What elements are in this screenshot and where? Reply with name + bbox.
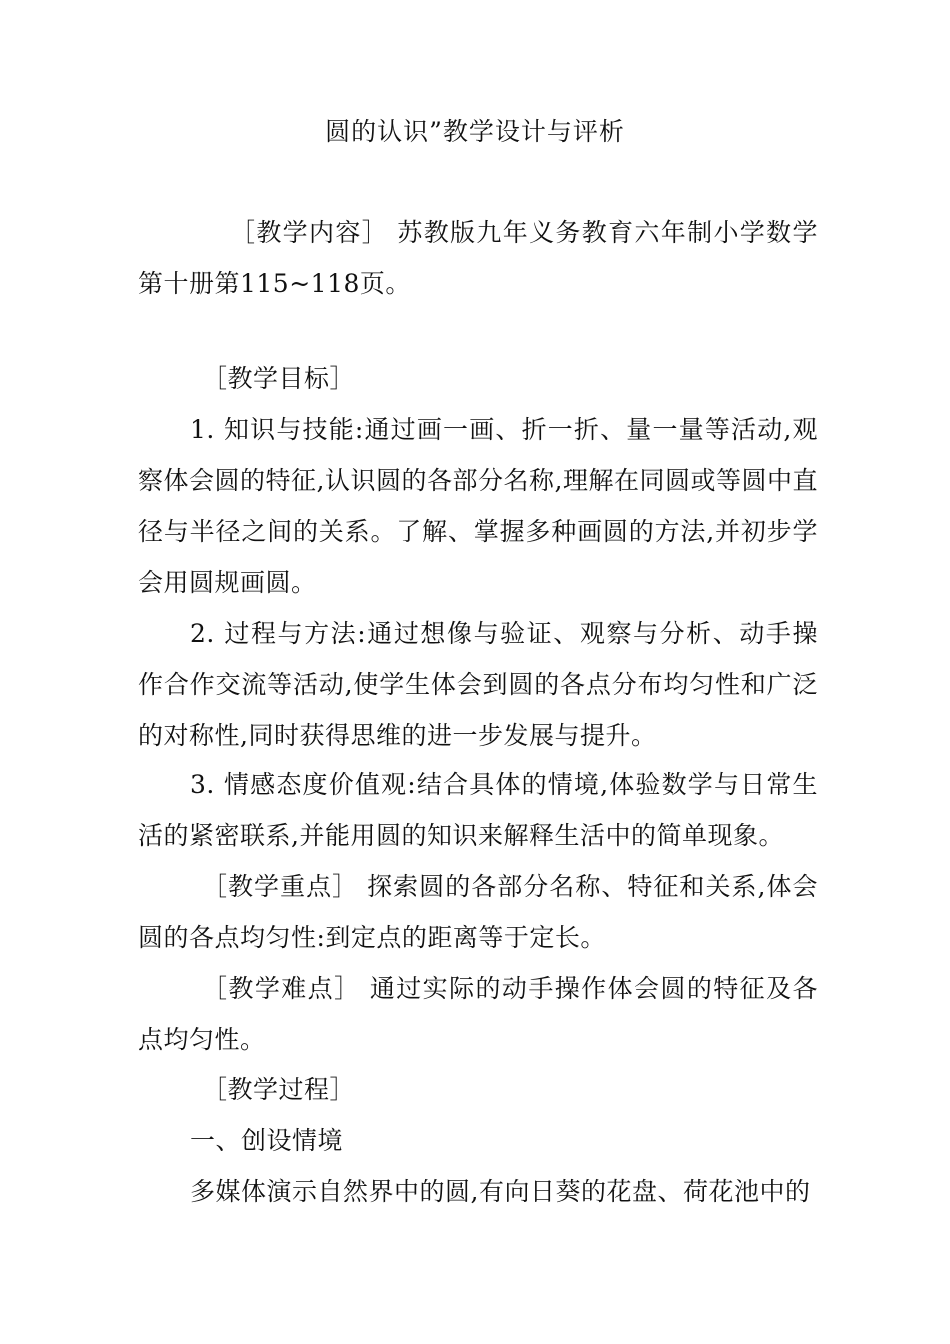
paragraph-teaching-content: ［教学内容］ 苏教版九年义务教育六年制小学数学第十册第115~118页。 <box>138 218 818 298</box>
paragraph-multimedia-demo: 多媒体演示自然界中的圆,有向日葵的花盘、荷花池中的 <box>190 1177 811 1206</box>
paragraph-teaching-goals-heading: ［教学目标］ <box>202 364 356 393</box>
paragraph-goal-attitude: 3. 情感态度价值观:结合具体的情境,体验数学与日常生活的紧密联系,并能用圆的知识来解释生活中的简单现象。 <box>138 770 818 850</box>
paragraph-section-one-heading: 一、创设情境 <box>190 1126 344 1155</box>
paragraph-process-heading: ［教学过程］ <box>202 1075 356 1104</box>
document-title: 圆的认识”教学设计与评析 <box>325 117 625 146</box>
paragraph-goal-knowledge: 1. 知识与技能:通过画一画、折一折、量一量等活动,观察体会圆的特征,认识圆的各部分名称,理解在同圆或等圆中直径与半径之间的关系。了解、掌握多种画圆的方法,并初步学会用圆规画圆。 <box>138 415 818 597</box>
paragraph-difficulties: ［教学难点］ 通过实际的动手操作体会圆的特征及各点均匀性。 <box>138 974 818 1054</box>
paragraph-goal-process: 2. 过程与方法:通过想像与验证、观察与分析、动手操作合作交流等活动,使学生体会到圆的各点分布均匀性和广泛的对称性,同时获得思维的进一步发展与提升。 <box>138 619 818 750</box>
paragraph-key-points: ［教学重点］ 探索圆的各部分名称、特征和关系,体会圆的各点均匀性:到定点的距离等于定长。 <box>138 872 818 952</box>
